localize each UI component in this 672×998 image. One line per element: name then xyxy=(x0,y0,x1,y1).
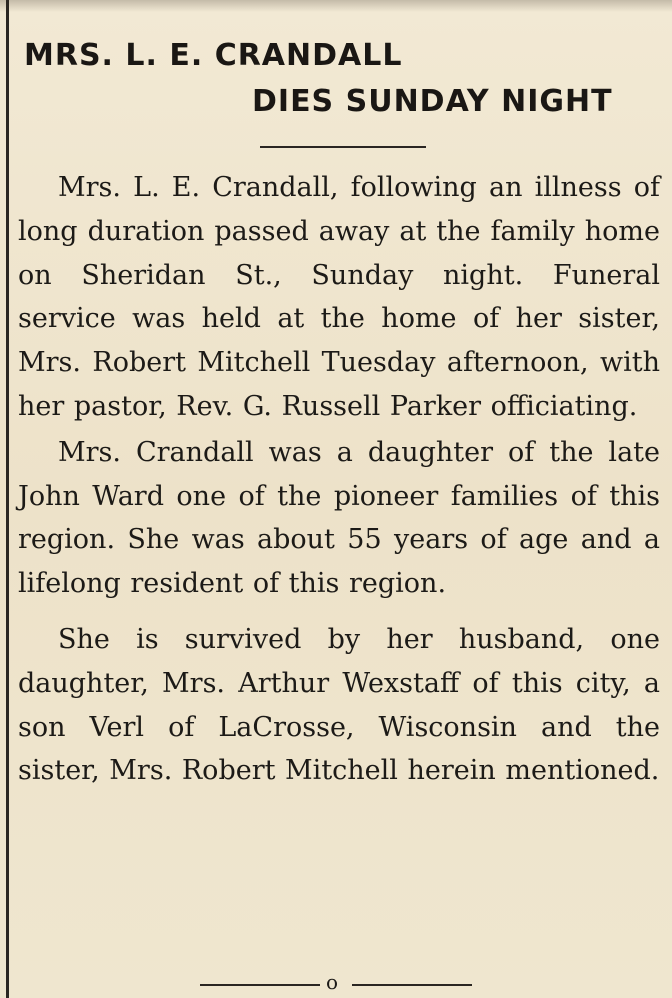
headline-line-1: MRS. L. E. CRANDALL xyxy=(24,38,403,73)
top-edge-shadow xyxy=(0,0,672,12)
headline-divider xyxy=(260,146,426,148)
headline-line-2: DIES SUNDAY NIGHT xyxy=(252,84,613,119)
end-rule-right xyxy=(352,984,472,986)
column-rule xyxy=(6,0,9,998)
paragraph-3: She is survived by her husband, one daughter, Mrs. Arthur Wexstaff of this city, a son Verl of LaCrosse, Wisconsin and the sister, Mrs. Robert Mitchell herein mentioned. xyxy=(18,623,660,787)
paragraph-2: Mrs. Crandall was a daughter of the late John Ward one of the pioneer families of this region. She was about 55 years of age and a lifelong resident of this region. xyxy=(18,436,660,600)
end-rule-left xyxy=(200,984,320,986)
end-mark-circle: o xyxy=(326,970,339,994)
end-mark xyxy=(200,970,472,994)
article-body xyxy=(18,166,660,793)
paragraph-1: Mrs. L. E. Crandall, following an illness of long duration passed away at the family home on Sheridan St., Sunday night. Funeral service was held at the home of her sister, Mrs. Robert Mitchell Tuesday afternoon, with her pastor, Rev. G. Russell Parker officiating. xyxy=(18,172,660,422)
